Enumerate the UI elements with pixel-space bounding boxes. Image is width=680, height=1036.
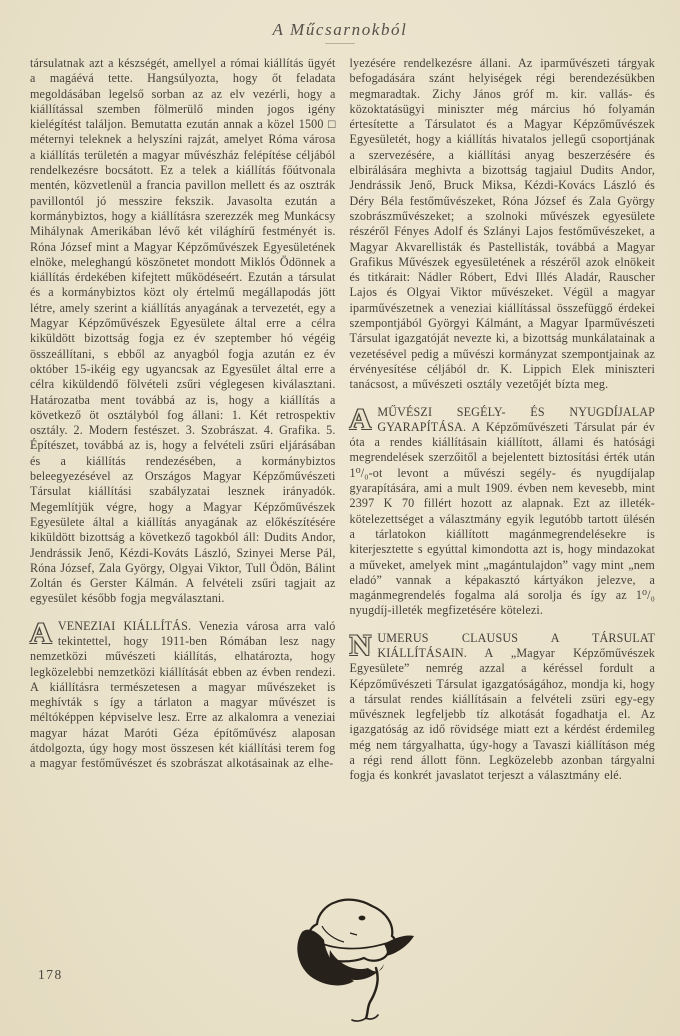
drop-cap-initial: A (349, 402, 372, 436)
drop-cap-initial: A (30, 616, 52, 650)
page-header (0, 0, 680, 44)
left-column (30, 56, 336, 784)
running-title: A Műcsarnokból (272, 20, 408, 39)
paragraph-muveszi-segely (349, 402, 656, 619)
two-column-body (0, 44, 680, 784)
page-number: 178 (38, 967, 63, 982)
paragraph-text: MŰVÉSZI SEGÉLY- ÉS NYUGDÍJALAP GYARAPÍTÁSA. A Képzőművészeti Társulat pár év óta a rendes kiállításain kiállított, állami és hatósági megrendelések szerzőitől a bejelentett biztosítási érték után 1⁰/₀-ot levont a művészi segély- és nyugdíjalap gyarapítására, ami a mult 1909. évben nem kevesebb, mint 2397 K 70 fillért hozott az alapnak. Ezt az illeték-kötelezettséget a választmány egyik legutóbb tartott ülésén a tárlatokon kiállított magánmegrendelésekre is kiterjesztette s egyúttal kimondotta azt is, hogy mindazokat a műveket, amelyek mint „magántulajdon” vagy mint „nem eladó” vannak a képakasztó kártyákon jelezve, a magánmegrendelés fogalma alá sorolja és így az 1⁰/₀ nyugdíj-illeték megfizetésére kötelezi. (349, 404, 655, 618)
paragraph-roman-exhibition: társulatnak azt a készségét, amellyel a római kiállítás ügyét a magáévá tette. Hangsúlyozta, hogy őt feladata megoldásában legelső sorban az az elv vezérli, hogy a kiállítással szemben fölmerülő minden jogos igény kielégítést találjon. Bemutatta ezután annak a közel 1500 □ méternyi teleknek a helyszíni rajzát, amelyet Róma városa a kiállítás területén a magyar művészház felépítése céljából rendelkezésre bocsátott. Ez a telek a kiállítás főútvonala mentén, közvetlenül a francia pavillon mellett és az osztrák pavillontól jó messzire fekszik. Javasolta ezután a kormánybiztos, hogy a kiállításra szerezzék meg Munkácsy Mihálynak Amerikában lévő két világhírű festményét is. Róna József mint a Magyar Képzőművészek Egyesületének elnöke, meleghangú köszönetet mondott Miklós Ödönnek a kiállítás érdekében kifejtett működéseért. Ezután a társulat és a kormánybiztos közt oly értelmű megállapodás jött létre, amely szerint a kiállítás anyagának a tervezetét, egy a Magyar Képzőművészek Egyesülete által erre a célra kiküldött bizottság fogja ez év szeptember hó végéig összeállítani, s ebből az anyagból fogja azután ez év október 15-ikéig egy ugyancsak az Egyesület által erre a célra kiküldendő fölvételi zsűri véglegesen kiválasztani. Határozatba ment továbbá az is, hogy a kiállítás a következő öt osztályból fog állani: 1. Két retrospektiv osztály. 2. Modern festészet. 3. Szobrászat. 4. Grafika. 5. Építészet, továbbá az is, hogy a felvételi zsűri eljárásában és a kiállítás rendezésében, a kormánybiztos beleegyezésével az Országos Magyar Képzőművészeti Társulat kiállítási szabályzatai lesznek irányadók. Megemlítjük végre, hogy a Magyar Képzőművészek Egyesülete által a kiállítás anyagának az előkészítésére kiküldött bizottság a következő tagokból áll: Dudits Andor, Jendrássik Jenő, Kézdi-Kováts László, Szinyei Merse Pál, Róna József, Zala György, Olgyai Viktor, Tull Ödön, Bálint Zoltán és Gerster Kálmán. A felvételi zsűri tagjait az egyesület később fogja megválasztani. (30, 56, 336, 606)
paragraph-text: VENEZIAI KIÁLLÍTÁS. Venezia városa arra való tekintettel, hogy 1911-ben Rómában lesz nagy nemzetközi művészeti kiállítás, elhatározta, hogy legközelebbi nemzetközi kiállítását ebben az évben rendezi. A kiállításra természetesen a magyar művészeket is meghívták s így a tárlaton a magyar művészet is méltóképpen képviselve lesz. Erre az alkalomra a veneziai magyar házat Maróti Géza építőművész alaposan átdolgozta, úgy hogy most összesen két kiállítási terem fog a magyar festőművészet és szobrászat alkotásainak az elhe- (30, 618, 336, 771)
right-column (350, 56, 656, 784)
paragraph-veneziai-kiallitas (30, 616, 336, 772)
paragraph-numerus-clausus (349, 628, 656, 784)
drop-cap-initial: N (349, 628, 372, 662)
ink-vignette-illustration (292, 888, 442, 1028)
paragraph-veneziai-continuation: lyezésére rendelkezésre állani. Az iparművészeti tárgyak befogadására szánt helyiségek régi berendezésükben megmaradtak. Zichy János gróf m. kir. vallás- és közoktatásügyi miniszter még március hó folyamán értesítette a Társulatot és a Magyar Képzőművészek Egyesületét, hogy a kiállítás hivatalos jellegű csoportjának a szervezésére, a kiállítási anyag beszerzésére és elbirálására meghivta a bizottság tagjaiul Dudits Andor, Jendrássik Jenő, Bruck Miksa, Kézdi-Kovács László és Déry Béla festőművészeket, Róna József és Zala György szobrászművészeket; a szolnoki művészek egyesülete részéről Fényes Adolf és Szlányi Lajos festőművészeket, a Magyar Akvarellisták és Pastellisták, továbbá a Magyar Grafikus Művészek egyesületének a részéről azok elnökeit és titkárait: Nádler Róbert, Edvi Illés Aladár, Rauscher Lajos és Olgyai Viktor művészeket. Végül a magyar iparművészetnek a veneziai kiállítással összefüggő érdekei szempontjából Györgyi Kálmánt, a Magyar Iparművészeti Társulat igazgatóját nevezte ki, a bizottság munkálatainak a vezetésével pedig a művészi kormányzat szempontjainak az érvényesítése céljából dr. K. Lippich Elek miniszteri tanácsost, a művészeti osztály vezetőjét bízta meg. (349, 56, 655, 392)
ink-sketch (292, 888, 442, 1028)
title-rule (325, 43, 355, 44)
paragraph-text: UMERUS CLAUSUS A TÁRSULAT KIÁLLÍTÁSAIN. A „Magyar Képzőművészek Egyesülete” nemrég azzal a kéréssel fordult a Képzőművészeti Társulat igazgatóságához, mondja ki, hogy a társulat rendes kiállításain a felvételi zsüri egy-egy művésznek legfeljebb tíz alkotását fogadhatja el. Az igazgatóság az idő rövidsége miatt ezt a kérdést érdemileg még nem tárgyalhatta, úgy-hogy a Tavaszi kiállításon még a régi rend állott fönn. Legközelebb azonban tárgyalni fogja és konkrét javaslatot terjeszt a választmány elé. (349, 630, 655, 783)
